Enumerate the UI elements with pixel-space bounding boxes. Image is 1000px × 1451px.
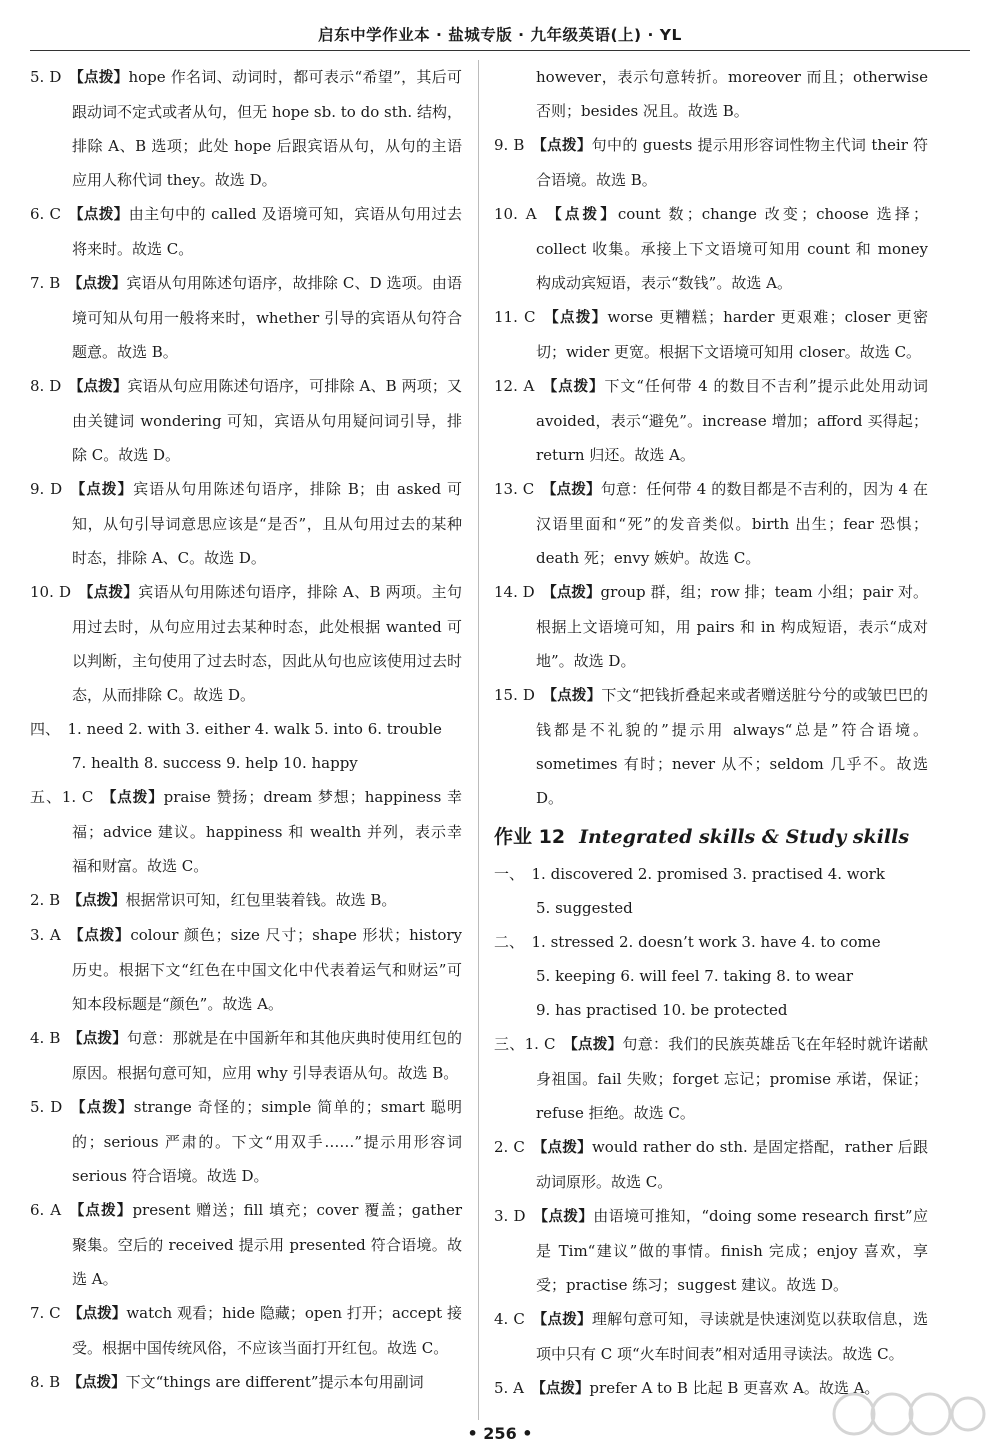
item-number: 10. A [494,205,537,223]
item-text: hope 作名词、动词时，都可表示“希望”，其后可跟动词不定式或者从句，但无 hope sb. to do sth. 结构，排除 A、B 选项；此处 hope 后跟宾语从句，从句的主语应用人称代词 they。故选 D。 [72,68,462,189]
answer-item [30,472,462,575]
item-number: 3. D [494,1207,526,1225]
page-number: • 256 • [467,1424,533,1443]
homework-label: 作业 12 [494,826,566,848]
section-item [30,780,462,883]
continuation-line [30,746,462,780]
answer-item [30,883,462,918]
section-item [30,712,462,746]
hint-tag: 【点拨】 [542,585,601,601]
hint-tag: 【点拨】 [542,310,608,326]
column-divider [478,60,479,1420]
section-item [494,857,928,891]
header-title: 启东中学作业本 · 盐城专版 · 九年级英语(上) · YL [318,26,682,44]
answer-item [494,197,928,300]
watermark-logo [828,1388,988,1444]
hint-tag: 【点拨】 [541,379,605,395]
item-text: however，表示句意转折。moreover 而且；otherwise 否则；besides 况且。故选 B。 [536,68,928,120]
item-text: 句意：我们的民族英雄岳飞在年轻时就许诺献身祖国。fail 失败；forget 忘记；promise 承诺，保证；refuse 拒绝。故选 C。 [536,1035,928,1122]
answer-item [30,575,462,712]
running-header [30,20,970,51]
item-number: 三、1. C [494,1035,556,1053]
item-text: 句意：任何带 4 的数目都是不吉利的，因为 4 在汉语里面和“死”的发音类似。birth 出生；fear 恐惧；death 死；envy 嫉妒。故选 C。 [536,480,928,567]
item-text: 理解句意可知，寻读就是快速浏览以获取信息，选项中只有 C 项“火车时间表”相对适用寻读法。故选 C。 [536,1310,928,1363]
item-number: 一、 [494,865,525,883]
hint-tag: 【点拨】 [532,1140,592,1156]
left-column [30,60,462,1400]
item-text: would rather do sth. 是固定搭配，rather 后跟动词原形。故选 C。 [536,1138,928,1191]
hint-tag: 【点拨】 [69,482,134,498]
item-number: 5. D [30,68,62,86]
hint-tag: 【点拨】 [562,1037,623,1053]
continuation-line [494,959,928,993]
item-text: 5. suggested [536,899,633,917]
item-text: prefer A to B 比起 B 更喜欢 A。故选 A。 [589,1379,880,1397]
hint-tag: 【点拨】 [67,276,127,292]
item-number: 14. D [494,583,535,601]
hint-tag: 【点拨】 [541,482,601,498]
continuation-line [494,993,928,1027]
hint-tag: 【点拨】 [68,379,128,395]
item-text: strange 奇怪的；simple 简单的；smart 聪明的；serious 严肃的。下文“用双手……”提示用形容词 serious 符合语境。故选 D。 [72,1098,462,1185]
item-number: 4. C [494,1310,525,1328]
answer-item [30,1021,462,1090]
item-text: 句中的 guests 提示用形容词性物主代词 their 符合语境。故选 B。 [536,136,929,189]
hint-tag: 【点拨】 [531,138,592,154]
item-number: 7. C [30,1304,61,1322]
item-number: 五、1. C [30,788,94,806]
item-text: 1. need 2. with 3. either 4. walk 5. into 6. trouble [67,720,442,738]
item-number: 15. D [494,686,535,704]
item-text: 9. has practised 10. be protected [536,1001,788,1019]
section-item [494,1027,928,1130]
hint-tag: 【点拨】 [67,893,126,909]
item-text: 句意：那就是在中国新年和其他庆典时使用红包的原因。根据句意可知，应用 why 引导表语从句。故选 B。 [72,1029,462,1082]
answer-item [30,1365,462,1400]
item-number: 9. D [30,480,63,498]
answer-item [30,369,462,472]
item-text: 1. stressed 2. doesn’t work 3. have 4. to come [531,933,881,951]
item-number: 8. B [30,1373,61,1391]
item-number: 4. B [30,1029,61,1047]
item-number: 2. C [494,1138,525,1156]
item-text: 宾语从句用陈述句语序，故排除 C、D 选项。由语境可知从句用一般将来时，whether 引导的宾语从句符合题意。故选 B。 [72,274,463,361]
item-text: 由语境可推知，“doing some research first”应是 Tim“建议”做的事情。finish 完成；enjoy 喜欢，享受；practise 练习；suggest 建议。故选 D。 [536,1207,929,1294]
item-text: count 数；change 改变；choose 选择；collect 收集。承接上下文语境可知用 count 和 money 构成动宾短语，表示“数钱”。故选 A。 [536,205,928,292]
hint-tag: 【点拨】 [69,1100,134,1116]
hint-tag: 【点拨】 [68,207,129,223]
item-number: 8. D [30,377,62,395]
hint-tag: 【点拨】 [68,1203,133,1219]
answer-item [494,472,928,575]
item-text: 由主句中的 called 及语境可知，宾语从句用过去将来时。故选 C。 [72,205,462,258]
answer-item [30,1296,462,1365]
answer-item [494,369,928,472]
homework-title: Integrated skills & Study skills [579,826,910,848]
item-text: worse 更糟糕；harder 更艰难；closer 更密切；wider 更宽。根据下文语境可知用 closer。故选 C。 [536,308,928,361]
hint-tag: 【点拨】 [67,1031,128,1047]
item-text: 根据常识可知，红包里装着钱。故选 B。 [125,891,397,909]
hint-tag: 【点拨】 [100,790,164,806]
right-column [494,60,928,1406]
item-number: 5. D [30,1098,63,1116]
answer-item [494,1199,928,1302]
item-number: 6. C [30,205,61,223]
hint-tag: 【点拨】 [68,928,131,944]
hint-tag: 【点拨】 [68,1306,127,1322]
item-text: 下文“把钱折叠起来或者赠送脏兮兮的或皱巴巴的钱都是不礼貌的”提示用 always“总是”符合语境。sometimes 有时；never 从不；seldom 几乎不。故选 D。 [536,686,929,807]
continuation-line [494,60,928,128]
item-number: 7. B [30,274,61,292]
answer-item [30,197,462,266]
hint-tag: 【点拨】 [68,70,129,86]
item-text: present 赠送；fill 填充；cover 覆盖；gather 聚集。空后的 received 提示用 presented 符合语境。故选 A。 [72,1201,462,1288]
item-text: colour 颜色；size 尺寸；shape 形状；history 历史。根据下文“红色在中国文化中代表着运气和财运”可知本段标题是“颜色”。故选 A。 [72,926,462,1013]
answer-item [30,918,462,1021]
item-text: group 群，组；row 排；team 小组；pair 对。根据上文语境可知，用 pairs 和 in 构成短语，表示“成对地”。故选 D。 [536,583,929,670]
item-number: 12. A [494,377,535,395]
item-text: 宾语从句应用陈述句语序，可排除 A、B 两项；又由关键词 wondering 可知，宾语从句用疑问词引导，排除 C。故选 D。 [72,377,462,464]
answer-item [30,1090,462,1193]
item-number: 二、 [494,933,525,951]
hint-tag: 【点拨】 [78,585,139,601]
item-number: 四、 [30,720,61,738]
answer-item [30,1193,462,1296]
answer-item [494,300,928,369]
item-number: 3. A [30,926,61,944]
answer-item [494,575,928,678]
item-number: 13. C [494,480,535,498]
item-text: 7. health 8. success 9. help 10. happy [72,754,358,772]
item-text: 5. keeping 6. will feel 7. taking 8. to wear [536,967,854,985]
item-text: 宾语从句用陈述句语序，排除 A、B 两项。主句用过去时，从句应用过去某种时态，此处根据 wanted 可以判断，主句使用了过去时态，因此从句也应该使用过去时态，从而排除 C。故选 D。 [72,583,463,704]
item-number: 5. A [494,1379,524,1397]
hint-tag: 【点拨】 [544,207,618,223]
hint-tag: 【点拨】 [542,688,602,704]
answer-item [494,1130,928,1199]
hint-tag: 【点拨】 [67,1375,126,1391]
answer-item [30,60,462,197]
item-text: watch 观看；hide 隐藏；open 打开；accept 接受。根据中国传统风俗，不应该当面打开红包。故选 C。 [72,1304,463,1357]
item-number: 6. A [30,1201,62,1219]
item-text: 下文“任何带 4 的数目不吉利”提示此处用动词 avoided，表示“避免”。increase 增加；afford 买得起；return 归还。故选 A。 [536,377,928,464]
item-number: 9. B [494,136,525,154]
hint-tag: 【点拨】 [533,1209,594,1225]
section-item [494,925,928,959]
answer-item [494,1302,928,1371]
item-text: 1. discovered 2. promised 3. practised 4. work [531,865,885,883]
item-number: 10. D [30,583,71,601]
item-text: 宾语从句用陈述句语序，排除 B；由 asked 可知，从句引导词意思应该是“是否”，且从句用过去的某种时态，排除 A、C。故选 D。 [72,480,462,567]
homework-heading [494,817,928,857]
answer-item [494,128,928,197]
answer-item [494,678,928,815]
item-text: 下文“things are different”提示本句用副词 [125,1373,424,1391]
answer-item [30,266,462,369]
item-number: 2. B [30,891,61,909]
item-number: 11. C [494,308,536,326]
hint-tag: 【点拨】 [532,1312,592,1328]
item-text: praise 赞扬；dream 梦想；happiness 幸福；advice 建议。happiness 和 wealth 并列，表示幸福和财富。故选 C。 [72,788,463,875]
continuation-line [494,891,928,925]
hint-tag: 【点拨】 [531,1381,590,1397]
